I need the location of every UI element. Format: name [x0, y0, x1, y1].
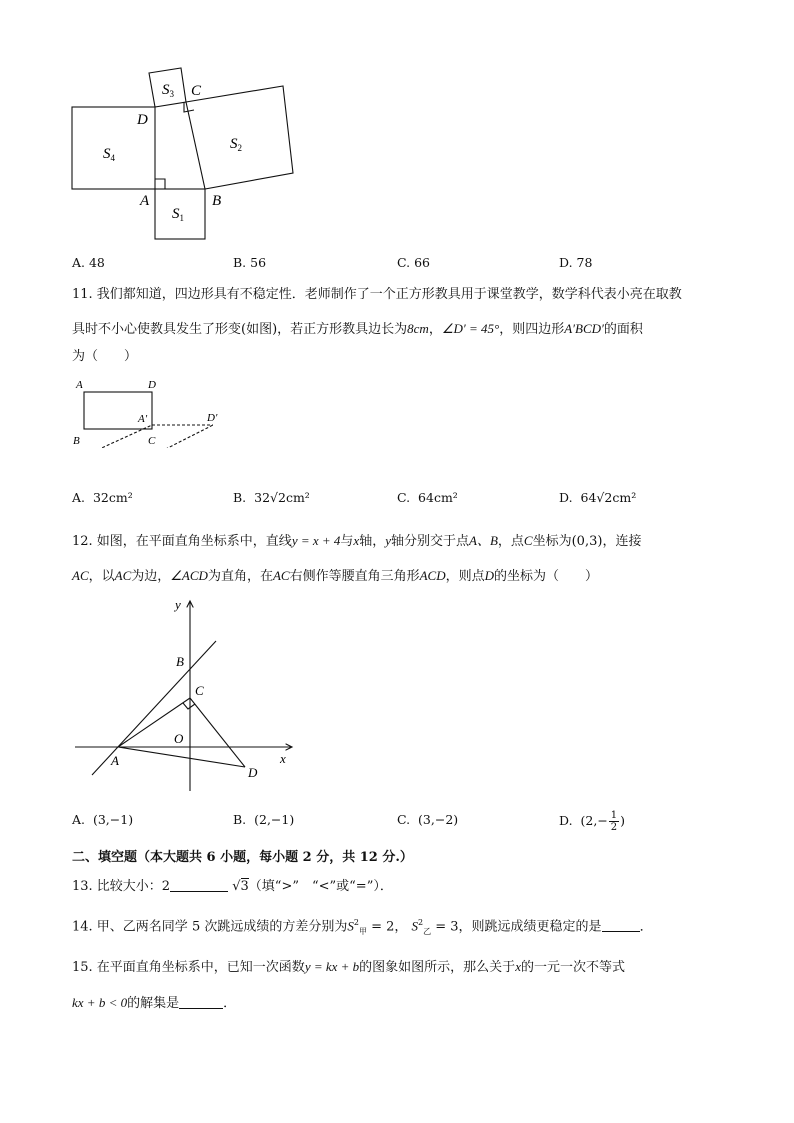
segment-ad	[118, 747, 245, 767]
label-a: A	[111, 753, 119, 768]
label-b: B	[176, 654, 184, 669]
segment-cd	[190, 698, 245, 767]
fraction-half: $\frac{1}{2}$	[610, 810, 618, 833]
label-a: A	[76, 379, 83, 391]
sqrt-icon: √3	[232, 879, 249, 894]
label-c: C	[148, 435, 156, 447]
q12-option-c[interactable]: C. (3,−2)	[397, 812, 459, 827]
label-b: B	[212, 193, 222, 209]
q14-blank[interactable]	[602, 917, 640, 932]
q15-blank[interactable]	[179, 994, 223, 1009]
q14: 14. 甲、乙两名同学 5 次跳远成绩的方差分别为$S^2_甲 = 2$， $S^2_乙 = 3$，则跳远成绩更稳定的是 ．	[72, 918, 653, 936]
q11-option-d[interactable]: D. 64√2cm²	[559, 490, 637, 505]
label-s3: $S_3$	[162, 82, 174, 99]
label-s2: $S_2$	[230, 136, 242, 153]
label-s1: $S_1$	[172, 206, 184, 223]
q12-line1: 12. 如图，在平面直角坐标系中，直线y = x + 4与x轴，y轴分别交于点A、B，点C坐标为(0,3)，连接	[72, 533, 642, 549]
label-d: D	[248, 765, 258, 780]
q13-blank[interactable]	[170, 877, 228, 892]
label-a: A	[140, 193, 150, 209]
label-a-prime: A′	[138, 413, 148, 425]
label-b: B	[73, 435, 80, 447]
label-o: O	[174, 731, 184, 746]
dashed-cd2	[152, 425, 213, 448]
right-angle-c	[183, 703, 195, 709]
q15-line1: 15. 在平面直角坐标系中，已知一次函数y = kx + b的图象如图所示，那么关于x的一元一次不等式	[72, 959, 625, 975]
label-d: D	[137, 112, 148, 128]
label-d-prime: D′	[207, 412, 218, 424]
section2-title: 二、填空题（本大题共 6 小题，每小题 2 分，共 12 分.）	[72, 850, 413, 865]
q15-line2: kx + b < 0的解集是 ．	[72, 995, 237, 1011]
q10-option-a[interactable]: A. 48	[72, 255, 105, 270]
label-x: x	[280, 751, 286, 766]
q11-line1: 11. 我们都知道，四边形具有不稳定性．老师制作了一个正方形教具用于课堂教学，数学科代表小亮在取教	[72, 287, 682, 302]
q11-side: 8cm	[407, 321, 429, 336]
label-c: C	[191, 83, 202, 99]
label-c: C	[195, 683, 204, 698]
q11-line2: 具时不小心使教具发生了形变(如图)，若正方形教具边长为8cm，∠D′ = 45°，则四边形A′BCD′的面积	[72, 321, 643, 337]
q10-option-b[interactable]: B. 56	[233, 255, 267, 270]
q11-figure	[68, 374, 238, 448]
label-y: y	[175, 597, 181, 612]
q12-line2: AC，以AC为边，∠ACD为直角，在AC右侧作等腰直角三角形ACD，则点D的坐标为（ ）	[72, 568, 599, 584]
q10-option-d[interactable]: D. 78	[559, 255, 593, 270]
q11-option-b[interactable]: B. 32√2cm²	[233, 490, 310, 505]
q12-option-b[interactable]: B. (2,−1)	[233, 812, 295, 827]
q11-line3: 为（ ）	[72, 349, 138, 364]
q12-figure	[70, 595, 300, 800]
q13: 13. 比较大小：2 √3（填“>” “<”或“=”）．	[72, 879, 393, 894]
label-d: D	[148, 379, 156, 391]
right-angle-a	[155, 179, 165, 189]
q12-option-d[interactable]: D. (2,− $\frac{1}{2}$ )	[559, 810, 626, 833]
right-angle-c	[184, 102, 194, 112]
q10-option-c[interactable]: C. 66	[397, 255, 430, 270]
square-s2	[186, 86, 293, 189]
q11-quad: A′BCD′	[564, 321, 604, 336]
q11-option-a[interactable]: A. 32cm²	[72, 490, 133, 505]
q12-option-a[interactable]: A. (3,−1)	[72, 812, 134, 827]
q10-figure	[60, 62, 310, 247]
q11-angle: ∠D′ = 45°	[441, 321, 500, 336]
q11-option-c[interactable]: C. 64cm²	[397, 490, 458, 505]
label-s4: $S_4$	[103, 146, 115, 163]
